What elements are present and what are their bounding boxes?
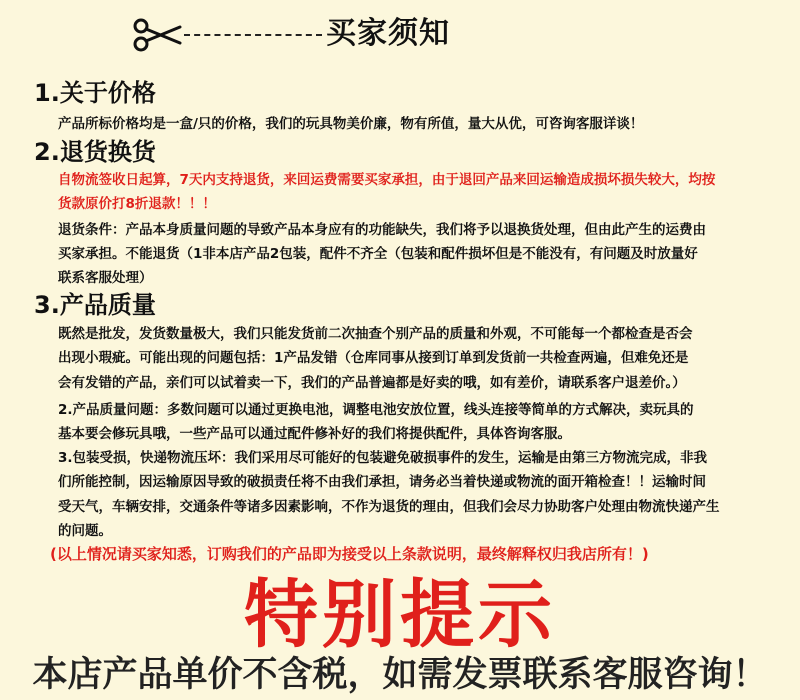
header — [0, 0, 800, 70]
quality-line: 受天气，车辆安排，交通条件等诸多因素影响，不作为退货的理由，但我们会尽力协助客户处理由物流快递产生 — [58, 499, 720, 515]
returns-line: 退货条件：产品本身质量问题的导致产品本身应有的功能缺失，我们将予以退换货处理，但由此产生的运费由 — [58, 222, 706, 238]
quality-line: 的问题。 — [58, 523, 112, 539]
quality-line: 们所能控制，因运输原因导致的破损责任将不由我们承担，请务必当着快递或物流的面开箱检查！！运输时间 — [58, 474, 706, 490]
quality-line: 3.包装受损，快递物流压坏：我们采用尽可能好的包装避免破损事件的发生，运输是由第三方物流完成，非我 — [58, 450, 708, 466]
quality-line: 出现小瑕疵。可能出现的问题包括：1产品发错（仓库同事从接到订单到发货前一共检查两遍，但难免还是 — [58, 350, 689, 366]
returns-red-line: 货款原价打8折退款！！！ — [58, 196, 216, 212]
section-heading-returns: 2.退货换货 — [34, 138, 156, 166]
terms-notice: (以上情况请买家知悉，订购我们的产品即为接受以上条款说明，最终解释权归我店所有！) — [50, 545, 649, 563]
price-line: 产品所标价格均是一盒/只的价格，我们的玩具物美价廉，物有所值，量大从优，可咨询客服详谈！ — [58, 116, 644, 132]
quality-line: 2.产品质量问题：多数问题可以通过更换电池，调整电池安放位置，线头连接等简单的方式解决，卖玩具的 — [58, 402, 694, 418]
quality-line: 基本要会修玩具哦，一些产品可以通过配件修补好的我们将提供配件，具体咨询客服。 — [58, 426, 571, 442]
special-notice-title: 特别提示 — [244, 572, 556, 658]
returns-red-line: 自物流签收日起算，7天内支持退货，来回运费需要买家承担，由于退回产品来回运输造成损坏损失较大，均按 — [58, 172, 716, 188]
cut-line — [184, 34, 322, 36]
section-heading-price: 1.关于价格 — [34, 79, 156, 107]
quality-line: 既然是批发，发货数量极大，我们只能发货前二次抽查个别产品的质量和外观，不可能每一个都检查是否会 — [58, 326, 693, 342]
returns-line: 联系客服处理） — [58, 270, 153, 286]
scissors-icon — [132, 18, 182, 52]
page-title: 买家须知 — [326, 16, 450, 51]
section-heading-quality: 3.产品质量 — [34, 291, 156, 319]
invoice-footer: 本店产品单价不含税，如需发票联系客服咨询！ — [32, 655, 768, 695]
quality-line: 会有发错的产品，亲们可以试着卖一下，我们的产品普遍都是好卖的哦，如有差价，请联系客户退差价。） — [58, 375, 686, 391]
returns-line: 买家承担。不能退货（1非本店产品2包装，配件不齐全（包装和配件损坏但是不能没有，有问题及时放量好 — [58, 246, 698, 262]
